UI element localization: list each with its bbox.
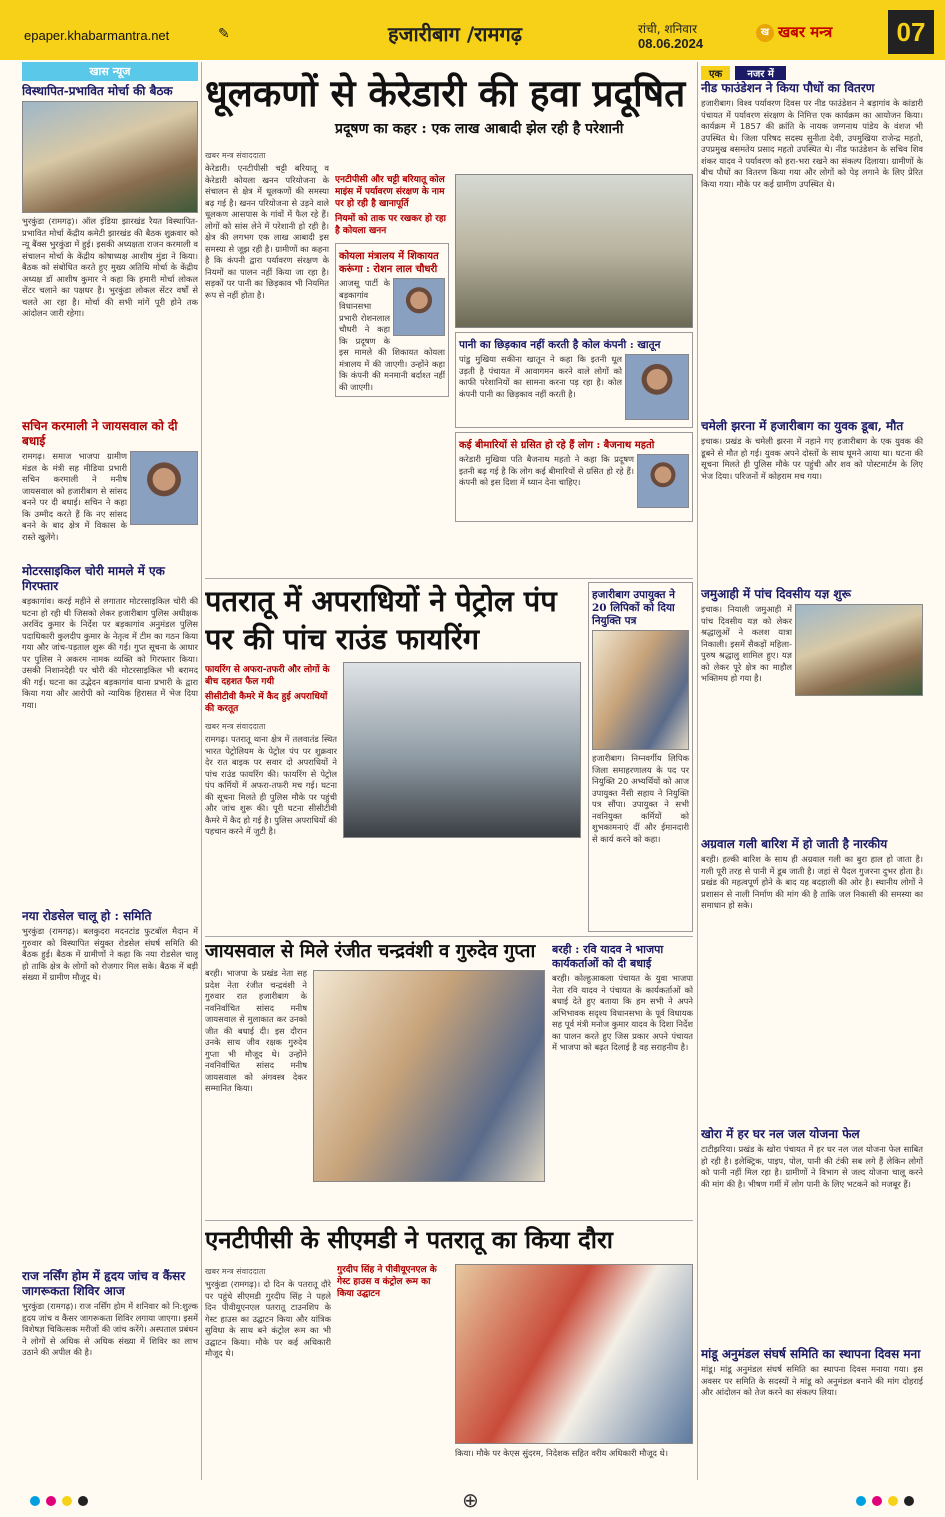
left-s3-body: बड़कागांव। करई महीने से लगातार मोटरसाइकिल चोरी की घटना हो रही थी जिसको लेकर हजारीबाग पुलिस अधीक्षक अरविंद कुमार के निर्देश पर बड़कागांव अनुमंडल पुलिस पदाधिकारी कुलदीप कुमार के नेतृत्व में टीम का गठन किया गया और जांच-पड़ताल शुरू की गई। गुप्त सूचना के आधार पर पुलिस ने अकरम नामक व्यक्ति को गिरफ्तार किया। उसकी निशानदेही पर चोरी की मोटरसाइकिल भी बरामद की गई। घटना का उद्भेदन बड़कागांव थाना प्रभारी के द्वारा किया गया और आरोपी को न्यायिक हिरासत में भेज दिया गया।: [22, 596, 198, 710]
jaiswal-headline[interactable]: जायसवाल से मिले रंजीत चन्द्रवंशी व गुरुदेव गुप्ता: [205, 941, 536, 962]
patratu-story: [205, 582, 583, 932]
reg-dot-cyan-2: [856, 1496, 866, 1506]
khatun-title[interactable]: पानी का छिड़काव नहीं करती है कोल कंपनी : खातून: [459, 339, 661, 351]
lead-left-col: [205, 148, 329, 574]
ravi-title[interactable]: बरही : रवि यादव ने भाजपा कार्यकर्ताओं को दी बधाई: [552, 943, 664, 970]
dc-title[interactable]: हजारीबाग उपायुक्त ने 20 लिपिकों को दिया नियुक्ति पत्र: [592, 589, 676, 627]
ntpc-caption: किया। मौके पर केएस सुंदरम, निदेशक सहित वरीय अधिकारी मौजूद थे।: [455, 1448, 668, 1458]
jaiswal-body: बरही। भाजपा के प्रखंड नेता सह प्रदेश नेता रंजीत चन्द्रवंशी ने गुरुवार रात हजारीबाग के नवनिर्वाचित सांसद मनीष जायसवाल से मुलाकात कर उनको जीत की बधाई दी। इस दौरान उनके साथ जीव रक्षक गुरुदेव गुप्ता भी मौजूद थे। उन्होंने नवनिर्वाचित सांसद मनीष जायसवाल को अंगवस्त्र देकर सम्मानित किया।: [205, 968, 307, 1093]
jaiswal-text-col: [205, 968, 307, 1216]
site-url[interactable]: epaper.khabarmantra.net: [24, 28, 170, 43]
left-s2-wrap: [22, 451, 198, 561]
baijnath-photo: [637, 454, 689, 508]
ntpc-byline: खबर मन्त्र संवाददाता: [205, 1267, 266, 1276]
pin-icon: ✎: [218, 26, 230, 42]
left-s2-photo: [130, 451, 198, 525]
reg-dot-yellow: [62, 1496, 72, 1506]
right-r1-title[interactable]: नीड फाउंडेशन ने किया पौधों का वितरण: [701, 81, 875, 95]
left-s5-body: भुरकुंडा (रामगढ़)। राज नर्सिंग होम में शनिवार को नि:शुल्क हृदय जांच व कैंसर जागरूकता शिविर लगाया जाएगा। इसमें विशेषज्ञ चिकित्सक मरीजों की जांच करेंगे। अस्पताल प्रबंधन ने लोगों से अधिक से अधिक संख्या में शिविर का लाभ उठाने की अपील की है।: [22, 1301, 198, 1357]
patratu-headline[interactable]: पतरातू में अपराधियों ने पेट्रोल पंप पर की पांच राउंड फायरिंग: [205, 584, 557, 656]
right-r4-title[interactable]: अग्रवाल गली बारिश में हो जाती है नारकीय: [701, 837, 888, 851]
rule-under-patratu: [205, 936, 693, 937]
quote-box: [335, 243, 449, 397]
khatun-body: पांडु मुखिया सकीना खातून ने कहा कि इतनी धूल उड़ती है पंचायत में आवागमन करने वाले लोगों को काफी परेशानियों का सामना करना पड़ रहा है। कोल कंपनी पानी का छिड़काव नहीं करती है।: [459, 354, 622, 399]
lead-kicker-2: नियमों को ताक पर रखकर हो रहा है कोयला खनन: [335, 214, 447, 236]
reg-dot-black: [78, 1496, 88, 1506]
lead-kicker-1: एनटीपीसी और चट्टी बरियातू कोल माइंस में पर्यावरण संरक्षण के नाम पर हो रही है खानापूर्ति: [335, 175, 445, 209]
left-s1-photo: [22, 101, 198, 213]
right-r6-title[interactable]: मांडू अनुमंडल संघर्ष समिति का स्थापना दिवस मना: [701, 1347, 921, 1361]
right-r5-body: टाटीझरिया। प्रखंड के खोरा पंचायत में हर घर नल जल योजना फेल साबित हो रही है। इलेक्ट्रिक, पाइप, पोल, पानी की टंकी सब लगे हैं लेकिन लोगों को पानी नहीं मिल रहा है। ग्रामीणों ने विभाग से जल्द योजना चालू करने की मांग की है। भीषण गर्मी में लोग पानी के लिए भटकने को मजबूर हैं।: [701, 1144, 923, 1189]
section-title: हजारीबाग /रामगढ़: [388, 22, 522, 46]
right-r5-title[interactable]: खोरा में हर घर नल जल योजना फेल: [701, 1127, 860, 1141]
quote-title[interactable]: कोयला मंत्रालय में शिकायत करूंगा : रोशन लाल चौधरी: [339, 251, 439, 275]
ntpc-story: [205, 1224, 693, 1480]
ntpc-body: भुरकुंडा (रामगढ़)। दो दिन के पतरातू दौरे पर पहुंचे सीएमडी गुरदीप सिंह ने पहले दिन पीवीयूएनएल पतरातू टाउनशिप के गेस्ट हाउस का उद्घाटन किया और यांत्रिक सुविधा के साथ बने कंट्रोल रूम का भी उद्घाटन किया। मौके पर कई अधिकारी मौजूद थे।: [205, 1279, 331, 1358]
rule-under-lead: [205, 578, 693, 579]
dc-photo: [592, 630, 689, 750]
footer-marks: [0, 1482, 945, 1517]
dc-box: [588, 582, 693, 932]
quote-wrap: [339, 278, 445, 393]
right-r3-body: इचाक। नियाली जमुआही में पांच दिवसीय यज्ञ को लेकर श्रद्धालुओं ने कलश यात्रा निकाली। इसमें सैकड़ों महिला-पुरुष श्रद्धालु शामिल हुए। यज्ञ को लेकर पूरे क्षेत्र का माहौल भक्तिमय हो गया है।: [701, 604, 792, 683]
right-strip-b: नजर में: [735, 66, 786, 80]
masthead: [0, 0, 945, 60]
lead-headline[interactable]: धूलकणों से केरेडारी की हवा प्रदूषित: [205, 71, 686, 115]
khatun-box: [455, 332, 693, 428]
reg-dot-magenta-2: [872, 1496, 882, 1506]
reg-dot-cyan: [30, 1496, 40, 1506]
lead-photo: [455, 174, 693, 328]
patratu-byline: खबर मन्त्र संवाददाता: [205, 722, 266, 731]
quote-photo: [393, 278, 445, 336]
rule-under-jaiswal: [205, 1220, 693, 1221]
dc-body: हजारीबाग। निम्नवर्गीय लिपिक जिला समाहरणालय के पद पर नियुक्ति 20 अभ्यर्थियों को आज उपायुक्त नैंसी सहाय ने नियुक्ति पत्र सौंपा। उपायुक्त ने सभी नवनियुक्त कर्मियों को शुभकामनाएं दीं और ईमानदारी से कार्य करने को कहा।: [592, 753, 689, 844]
ntpc-left: [205, 1264, 331, 1480]
page-number: 07: [888, 10, 934, 54]
lead-body: केरेडारी। एनटीपीसी चट्टी बरियातू व केरेडारी कोयला खनन परियोजना के संचालन से क्षेत्र में धूलकणों की समस्या बढ़ गई है। खनन परियोजना से उड़ने वाले धूलकण आसपास के गांवों में फैल रहे हैं। लोगों को सांस लेने में परेशानी हो रही है। क्षेत्र की लगभग एक लाख आबादी इस समस्या से जूझ रही है। ग्रामीणों का कहना है कि कंपनी द्वारा पर्यावरण संरक्षण के नियमों का पालन नहीं किया जा रहा है। सड़कों पर पानी का छिड़काव भी नियमित रूप से नहीं होता है।: [205, 163, 329, 300]
quote-body: आजसू पार्टी के बड़कागांव विधानसभा प्रभारी रोशनलाल चौधरी ने कहा कि प्रदूषण के इस मामले की शिकायत कोयला मंत्रालय में की जाएगी। उन्होंने कहा कि कंपनी की मनमानी बर्दाश्त नहीं की जाएगी।: [339, 278, 445, 392]
patratu-kicker-1: फायरिंग से अफरा-तफरी और लोगों के बीच दहशत फैल गयी: [205, 665, 330, 687]
khatun-photo: [625, 354, 689, 420]
reg-dot-black-2: [904, 1496, 914, 1506]
ntpc-photo: [455, 1264, 693, 1444]
lead-mid-col: [335, 174, 449, 574]
right-r2-title[interactable]: चमेली झरना में हजारीबाग का युवक डूबा, मौत: [701, 419, 904, 433]
ntpc-mid: [337, 1264, 449, 1480]
right-r6-body: मांडू। मांडू अनुमंडल संघर्ष समिति का स्थापना दिवस मनाया गया। इस अवसर पर समिति के सदस्यों ने मांडू को अनुमंडल बनाने की मांग दोहराई और आंदोलन को तेज करने का संकल्प लिया।: [701, 1364, 923, 1397]
right-r1-body: हजारीबाग। विश्व पर्यावरण दिवस पर नीड फाउंडेशन ने बड़ागांव के कांडारी पंचायत में पर्यावरण संरक्षण के निमित्त एक कार्यक्रम का आयोजन किया। कार्यक्रम में 1857 की क्रांति के नायक जग्गनाथ पांडेय के वंशज भी उपस्थित थे। जिला परिषद सदस्य सुनीता देवी, उपमुखिया राजेन्द्र महतो, उपप्रमुख बसमतेय प्रसाद महतो उपस्थित थे। नीड फाउंडेशन के सचिव शिव शंकर यादव ने पर्यावरण को हरा-भरा रखने का संकल्प दिलाया। ग्रामीणों के बीच पौधों का वितरण किया गया और लोगों को पेड़ लगाने के लिए प्रेरित किया गया। मौके पर कई ग्रामीण उपस्थित थे।: [701, 98, 923, 189]
ravi-story: [552, 940, 693, 1216]
right-r3-photo: [795, 604, 923, 696]
left-s1-title[interactable]: विस्थापित-प्रभावित मोर्चा की बैठक: [22, 84, 173, 98]
brand-name: खबर मन्त्र: [778, 23, 833, 41]
reg-dot-yellow-2: [888, 1496, 898, 1506]
right-r3-wrap: [701, 604, 923, 834]
jaiswal-photo: [313, 970, 545, 1182]
patratu-left: [205, 664, 337, 932]
edition-date: 08.06.2024: [638, 36, 704, 51]
reg-dot-magenta: [46, 1496, 56, 1506]
patratu-body: रामगढ़। पतरातू थाना क्षेत्र में तलवातंड स्थित भारत पेट्रोलियम के पेट्रोल पंप पर शुक्रवार देर रात बाइक पर सवार दो अपराधियों ने पांच राउंड फायरिंग की। फायरिंग से पेट्रोल पंप कर्मियों में अफरा-तफरी मच गई। घटना की सूचना मिलते ही पुलिस मौके पर पहुंची और जांच शुरू की। पूरी घटना सीसीटीवी कैमरे में कैद हो गई है। पुलिस अपराधियों की पहचान करने में जुटी है।: [205, 734, 337, 836]
left-s4-body: भुरकुंडा (रामगढ़)। बलकुदरा मदनटांड फुटबॉल मैदान में गुरुवार को विस्थापित संयुक्त रोडसेल संघर्ष समिति की बैठक हुई। बैठक में ग्रामीणों ने कहा कि नया रोडसेल चालू हो ताकि क्षेत्र के लोगों को रोजगार मिल सके। बैठक में बड़ी संख्या में ग्रामीण मौजूद थे।: [22, 926, 198, 982]
left-s2-body: रामगढ़। समाज भाजपा ग्रामीण मंडल के मंत्री सह मीडिया प्रभारी सचिन करमाली ने मनीष जायसवाल को हजारीबाग से सांसद बनने पर दी बधाई। सचिन ने कहा कि उम्मीद करते हैं कि नए सांसद बनने के बाद क्षेत्र में विकास के रास्ते खुलेंगे।: [22, 451, 127, 542]
brand-logo: [756, 22, 832, 42]
column-rule-right: [697, 62, 698, 1480]
left-s2-title[interactable]: सचिन करमाली ने जायसवाल को दी बधाई: [22, 419, 178, 448]
baijnath-body: करेडारी मुखिया पति बैजनाथ महतो ने कहा कि प्रदूषण इतनी बढ़ गई है कि लोग कई बीमारियों से ग्रसित हो रहे हैं। कंपनी को इस दिशा में ध्यान देना चाहिए।: [459, 454, 634, 487]
logo-icon: ख: [756, 24, 774, 42]
right-column: [701, 62, 923, 1480]
right-strip-a: एक: [701, 66, 730, 80]
left-strip: खास न्यूज: [22, 62, 198, 81]
left-s3-title[interactable]: मोटरसाइकिल चोरी मामले में एक गिरफ्तार: [22, 564, 165, 593]
baijnath-box: [455, 432, 693, 522]
lead-byline: खबर मन्त्र संवाददाता: [205, 151, 266, 160]
ntpc-kicker: गुरदीप सिंह ने पीवीयूएनएल के गेस्ट हाउस व कंट्रोल रूम का किया उद्घाटन: [337, 1265, 437, 1299]
left-s5-title[interactable]: राज नर्सिंग होम में हृदय जांच व कैंसर जागरूकता शिविर आज: [22, 1269, 186, 1298]
left-column: [22, 62, 198, 1480]
right-r2-body: इचाक। प्रखंड के चमेली झरना में नहाने गए हजारीबाग के एक युवक की डूबने से मौत हो गई। युवक अपने दोस्तों के साथ घूमने आया था। घटना की सूचना मिलते ही पुलिस मौके पर पहुंची और शव को पोस्टमार्टम के लिए भेज दिया। परिजनों में कोहराम मच गया।: [701, 436, 923, 481]
lead-story: [205, 62, 693, 574]
left-s4-title[interactable]: नया रोडसेल चालू हो : समिति: [22, 909, 152, 923]
edition-city: रांची, शनिवार: [638, 22, 697, 36]
baijnath-title[interactable]: कई बीमारियों से ग्रसित हो रहे हैं लोग : बैजनाथ महतो: [459, 440, 655, 451]
ntpc-headline[interactable]: एनटीपीसी के सीएमडी ने पतरातू का किया दौरा: [205, 1225, 613, 1254]
column-rule-left: [201, 62, 202, 1480]
right-strip: [701, 62, 923, 78]
jaiswal-story: [205, 940, 545, 1216]
left-s1-body: भुरकुंडा (रामगढ़)। ऑल इंडिया झारखंड रैयत विस्थापित-प्रभावित मोर्चा केंद्रीय कमेटी झारखंड की बैठक शुक्रवार को न्यू बैंक्स भुरकुंडा में हुई। इसकी अध्यक्षता राजन करमाली व संचालन मोर्चा के केंद्रीय कोषाध्यक्ष आशीष मुंडा ने किया। बैठक को संबोधित करते हुए मुख्य अतिथि मोर्चा के केंद्रीय अध्यक्ष डॉ आशीष कुमार ने कहा कि हमारी मोर्चा लोकल सेंटर चलाने का पक्षधर है। भुरकुंडा लोकल सेंटर वर्षों से चलते आ रहा है। मोर्चा की सभी मांगें पूरी होने तक आंदोलन जारी रहेगा।: [22, 216, 198, 318]
right-r3-title[interactable]: जमुआही में पांच दिवसीय यज्ञ शुरू: [701, 587, 851, 601]
patratu-photo: [343, 662, 581, 838]
crosshair-icon: ⊕: [462, 1488, 479, 1512]
patratu-kicker-2: सीसीटीवी कैमरे में कैद हुई अपराधियों की करतूत: [205, 692, 328, 714]
lead-subheadline[interactable]: प्रदूषण का कहर : एक लाख आबादी झेल रही है परेशानी: [335, 121, 624, 137]
right-r4-body: बरही। हल्की बारिश के साथ ही अग्रवाल गली का बुरा हाल हो जाता है। गली पूरी तरह से पानी में डूब जाती है। जहां से पैदल गुजरना दुभर होता है। प्रखंड की महत्वपूर्ण होने के बाद यह बदहाली की ओर है। स्थानीय लोगों ने प्रशासन से नाली निर्माण की मांग की है ताकि जल निकासी की समस्या का समाधान हो सके।: [701, 854, 923, 910]
ravi-body: बरही। कोल्हुआकला पंचायत के युवा भाजपा नेता रवि यादव ने पंचायत के कार्यकर्ताओं को बधाई देते हुए बताया कि हम सभी ने अपने अभिभावक सदृश्य विधानसभा के पूर्व विधायक सह पूर्व मंत्री मनोज कुमार यादव के दिशा निर्देश का पालन करते हुए जिस प्रकार अपने पंचायत में भाजपा को बढ़त दिलाई है वह सराहनीय है।: [552, 973, 693, 1052]
